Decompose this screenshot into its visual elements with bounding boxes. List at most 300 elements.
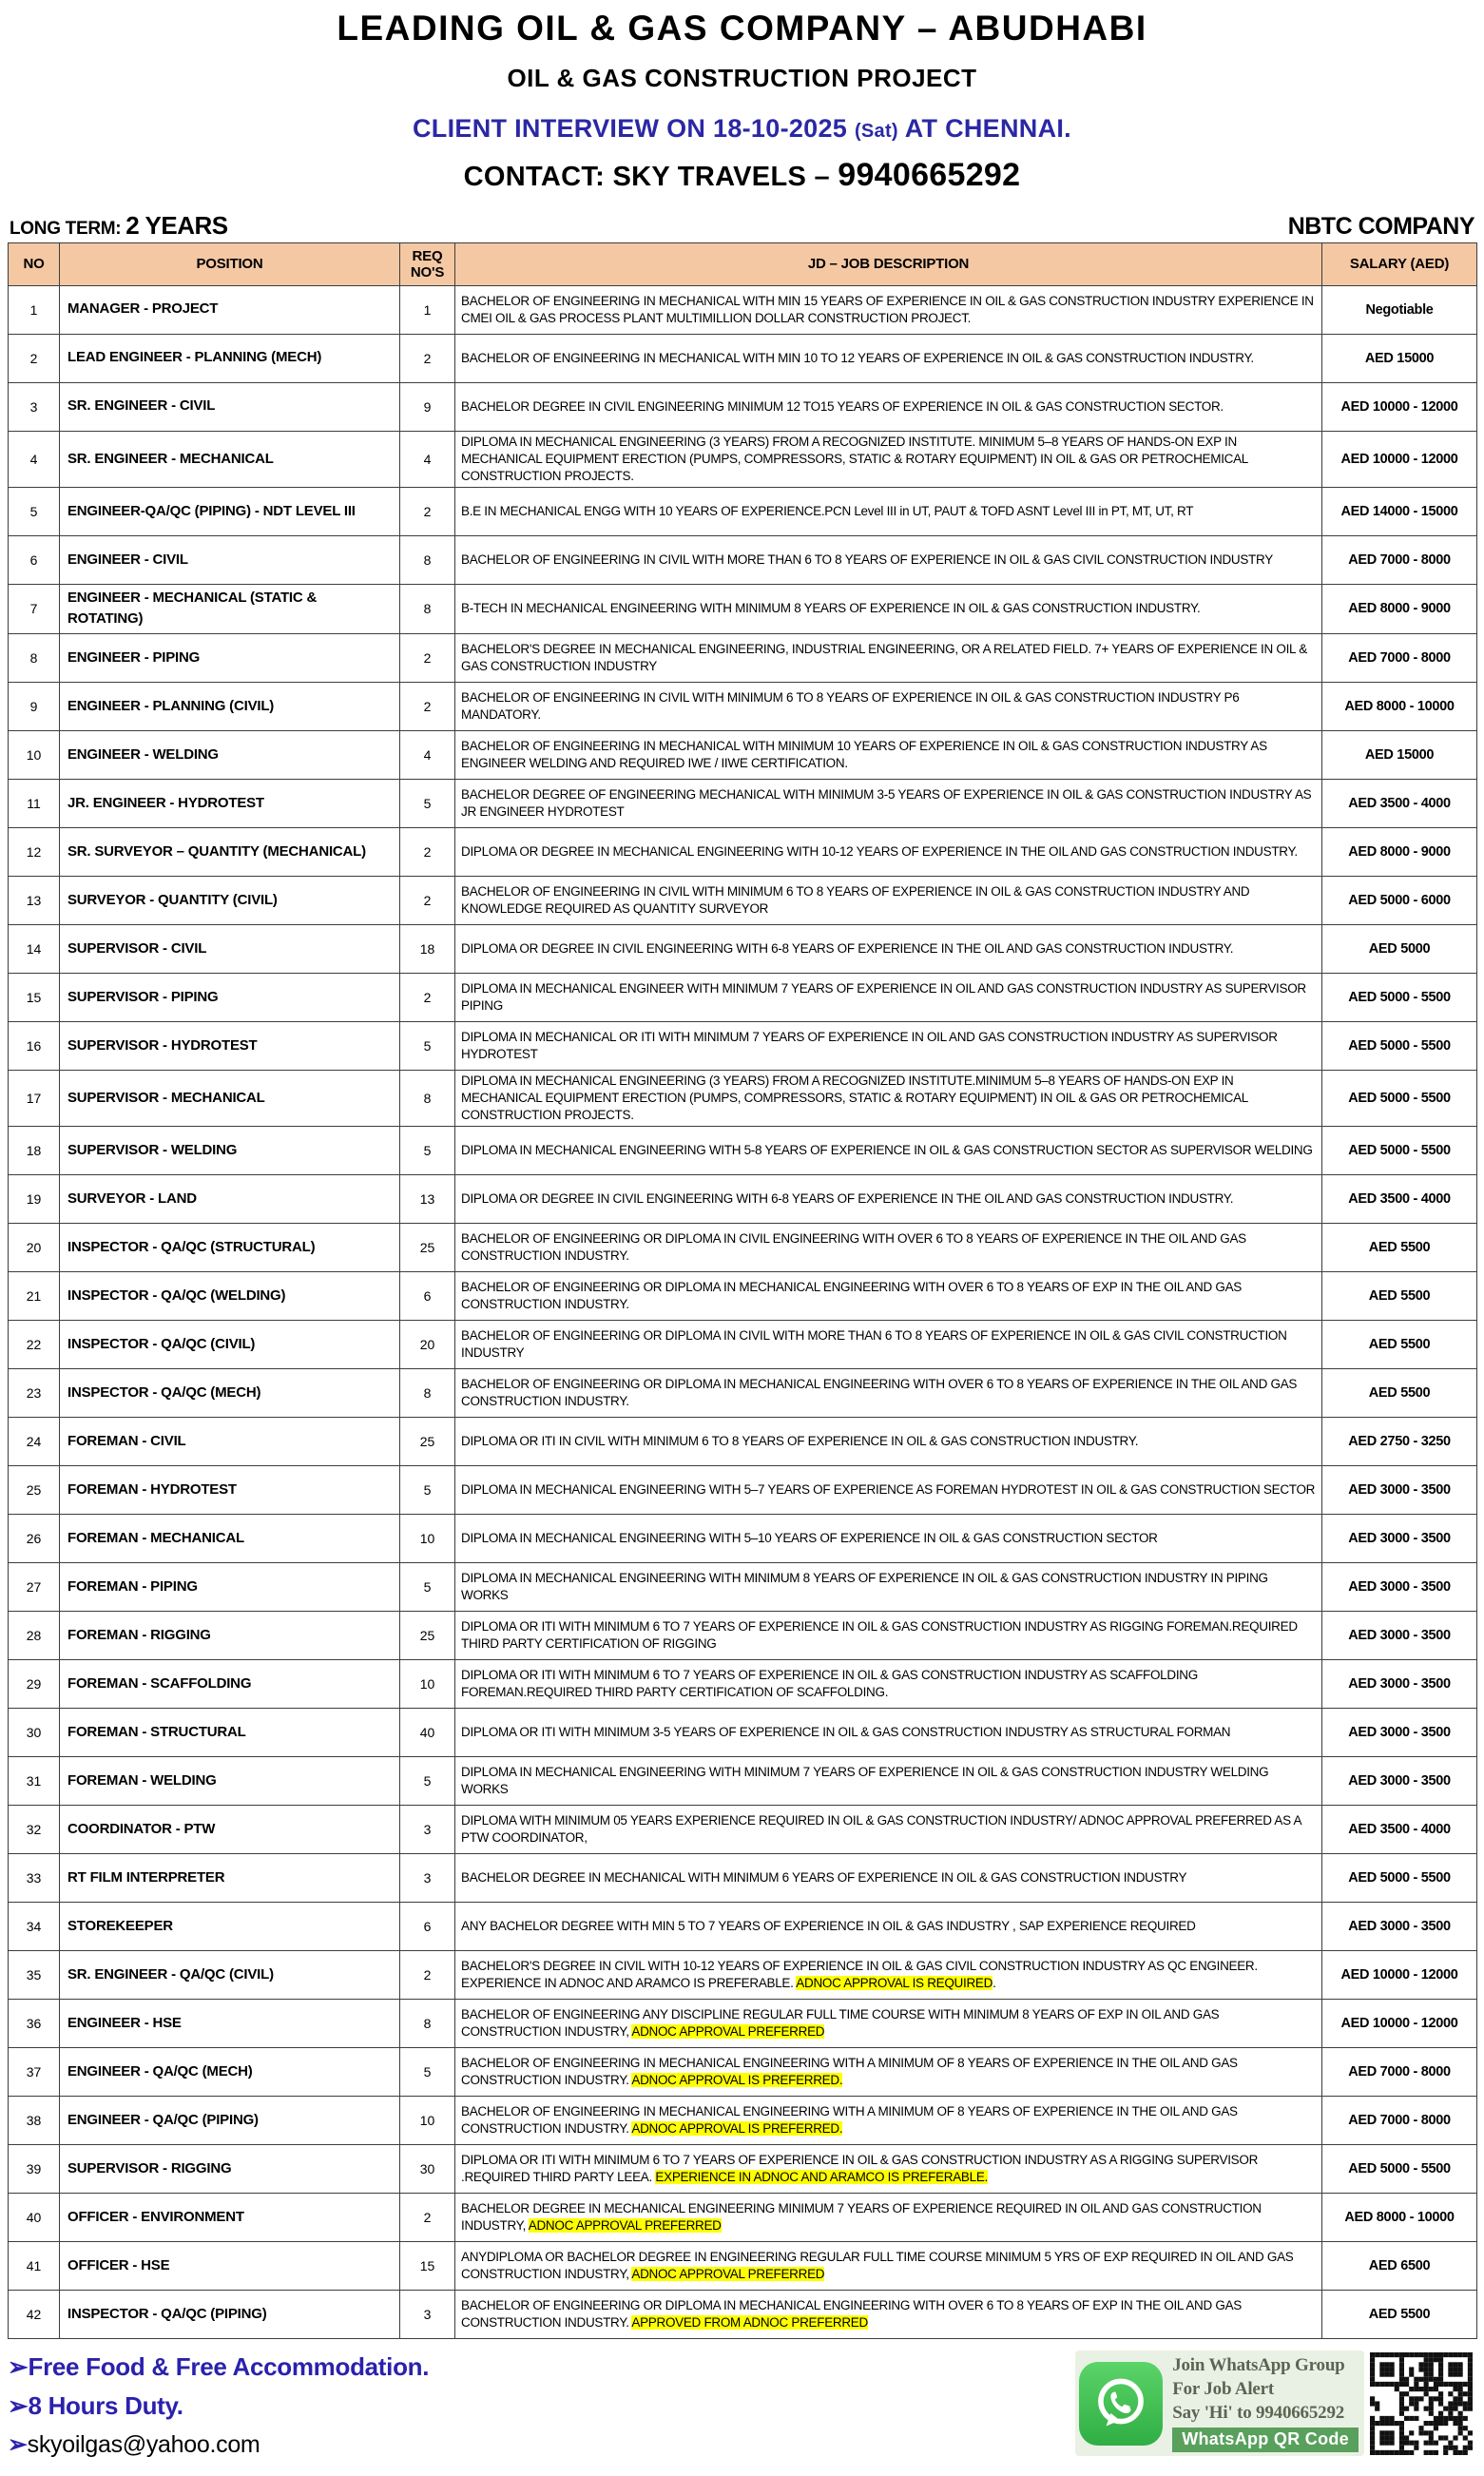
jd-text: DIPLOMA IN MECHANICAL ENGINEERING (3 YEARS) FROM A RECOGNIZED INSTITUTE.MINIMUM 5–8 YEARS OF HANDS-ON EXP IN MECHANICAL EQUIPMENT ERECTION (PUMPS, COMPRESSORS, STATIC & ROTARY EQUIPMENT) IN OIL & GAS OR PETROCHEMICAL CONSTRUCTION PROJECTS. [461,1073,1248,1123]
salary-cell: AED 8000 - 9000 [1322,827,1477,876]
row-number-cell: 24 [9,1418,60,1466]
jd-text: BACHELOR'S DEGREE IN MECHANICAL ENGINEERING, INDUSTRIAL ENGINEERING, OR A RELATED FIELD. 7+ YEARS OF EXPERIENCE IN OIL & GAS CONSTRUCTION INDUSTRY [461,641,1307,673]
job-description-cell [455,2000,1322,2048]
salary-cell: AED 5000 - 5500 [1322,973,1477,1021]
adnoc-highlight: ADNOC APPROVAL IS REQUIRED [796,1976,993,1991]
benefit-duty-text: 8 Hours Duty. [28,2391,183,2421]
table-row [9,584,1477,633]
adnoc-highlight: ADNOC APPROVAL PREFERRED [528,2218,722,2234]
jd-text: DIPLOMA OR ITI WITH MINIMUM 6 TO 7 YEARS OF EXPERIENCE IN OIL & GAS CONSTRUCTION INDUSTRY AS A RIGGING SUPERVISOR .REQUIRED THIRD PARTY LEEA. [461,2153,1259,2185]
job-description-cell [455,1709,1322,1757]
req-count-cell: 5 [400,779,455,827]
salary-cell: AED 8000 - 10000 [1322,2194,1477,2242]
req-count-cell: 25 [400,1224,455,1272]
col-header-no: NO [9,242,60,285]
salary-cell: AED 8000 - 10000 [1322,682,1477,730]
whatsapp-area [1075,2350,1473,2456]
job-description-cell [455,1951,1322,2000]
req-count-cell: 8 [400,584,455,633]
whatsapp-line2: For Job Alert [1172,2378,1275,2399]
table-row [9,334,1477,382]
whatsapp-text [1172,2354,1359,2452]
salary-cell: AED 5000 - 5500 [1322,1021,1477,1070]
jd-text: BACHELOR DEGREE IN MECHANICAL ENGINEERING MINIMUM 7 YEARS OF EXPERIENCE REQUIRED IN OIL AND GAS CONSTRUCTION INDUSTRY, [461,2201,1262,2234]
whatsapp-line1: Join WhatsApp Group [1172,2355,1345,2376]
row-number-cell: 10 [9,730,60,779]
position-cell: ENGINEER - QA/QC (PIPING) [60,2097,400,2145]
job-description-cell [455,2145,1322,2194]
whatsapp-icon [1079,2362,1163,2446]
req-count-cell: 6 [400,1272,455,1321]
position-cell: INSPECTOR - QA/QC (MECH) [60,1369,400,1418]
row-number-cell: 6 [9,535,60,584]
req-count-cell: 20 [400,1321,455,1369]
jd-text: BACHELOR OF ENGINEERING OR DIPLOMA IN CIVIL ENGINEERING WITH OVER 6 TO 8 YEARS OF EXPERIENCE IN THE OIL AND GAS CONSTRUCTION INDUSTRY. [461,1231,1246,1264]
req-count-cell: 25 [400,1612,455,1660]
company-name: NBTC COMPANY [1287,212,1474,240]
salary-cell: AED 10000 - 12000 [1322,2000,1477,2048]
arrow-bullet-icon: ➢ [8,2352,29,2382]
whatsapp-badge [1075,2350,1364,2456]
table-row [9,779,1477,827]
jd-text: B-TECH IN MECHANICAL ENGINEERING WITH MINIMUM 8 YEARS OF EXPERIENCE IN OIL & GAS CONSTRUCTION INDUSTRY. [461,601,1201,616]
jd-text: BACHELOR OF ENGINEERING OR DIPLOMA IN MECHANICAL ENGINEERING WITH OVER 6 TO 8 YEARS OF EXP IN THE OIL AND GAS CONSTRUCTION INDUSTRY. [461,1280,1242,1312]
table-row [9,1563,1477,1612]
footer [0,2339,1484,2476]
position-cell: INSPECTOR - QA/QC (STRUCTURAL) [60,1224,400,1272]
col-header-position: POSITION [60,242,400,285]
salary-cell: AED 3500 - 4000 [1322,779,1477,827]
adnoc-highlight: EXPERIENCE IN ADNOC AND ARAMCO IS PREFERABLE. [655,2170,988,2185]
jd-text: DIPLOMA OR DEGREE IN CIVIL ENGINEERING WITH 6-8 YEARS OF EXPERIENCE IN THE OIL AND GAS CONSTRUCTION INDUSTRY. [461,940,1234,956]
job-description-cell [455,682,1322,730]
req-count-cell: 5 [400,1563,455,1612]
job-description-cell [455,1369,1322,1418]
row-number-cell: 28 [9,1612,60,1660]
arrow-bullet-icon: ➢ [8,2391,29,2421]
job-description-cell [455,2291,1322,2339]
job-description-cell [455,1070,1322,1126]
row-number-cell: 9 [9,682,60,730]
salary-cell: AED 5500 [1322,2291,1477,2339]
req-count-cell: 10 [400,1515,455,1563]
position-cell: OFFICER - ENVIRONMENT [60,2194,400,2242]
salary-cell: AED 5000 - 5500 [1322,1854,1477,1903]
jd-text: BACHELOR OF ENGINEERING IN CIVIL WITH MINIMUM 6 TO 8 YEARS OF EXPERIENCE IN OIL & GAS CONSTRUCTION INDUSTRY P6 MANDATORY. [461,689,1240,722]
req-count-cell: 3 [400,2291,455,2339]
req-count-cell: 2 [400,487,455,535]
req-count-cell: 2 [400,827,455,876]
job-description-cell [455,334,1322,382]
req-count-cell: 4 [400,730,455,779]
email-text: skyoilgas@yahoo.com [27,2431,260,2459]
position-cell: RT FILM INTERPRETER [60,1854,400,1903]
req-count-cell: 25 [400,1418,455,1466]
table-row [9,730,1477,779]
req-count-cell: 30 [400,2145,455,2194]
req-count-cell: 5 [400,1466,455,1515]
salary-cell: AED 3000 - 3500 [1322,1660,1477,1709]
row-number-cell: 25 [9,1466,60,1515]
jd-text: BACHELOR OF ENGINEERING IN MECHANICAL WITH MIN 15 YEARS OF EXPERIENCE IN OIL & GAS CONSTRUCTION INDUSTRY EXPERIENCE IN CMEI OIL & GAS PROCESS PLANT MULTIMILLION DOLLAR CONSTRUCTION PROJECT. [461,293,1314,325]
jd-text: DIPLOMA IN MECHANICAL ENGINEERING WITH MINIMUM 8 YEARS OF EXPERIENCE IN OIL & GAS CONSTRUCTION INDUSTRY IN PIPING WORKS [461,1571,1268,1603]
salary-cell: AED 10000 - 12000 [1322,1951,1477,2000]
salary-cell: AED 15000 [1322,730,1477,779]
col-header-salary: SALARY (AED) [1322,242,1477,285]
col-header-jd: JD – JOB DESCRIPTION [455,242,1322,285]
req-count-cell: 5 [400,1757,455,1806]
position-cell: SR. SURVEYOR – QUANTITY (MECHANICAL) [60,827,400,876]
row-number-cell: 4 [9,431,60,487]
position-cell: ENGINEER - PIPING [60,633,400,682]
position-cell: SUPERVISOR - MECHANICAL [60,1070,400,1126]
table-row [9,2048,1477,2097]
salary-cell: AED 3000 - 3500 [1322,1515,1477,1563]
job-description-cell [455,1806,1322,1854]
table-row [9,2291,1477,2339]
row-number-cell: 17 [9,1070,60,1126]
salary-cell: AED 5000 - 5500 [1322,2145,1477,2194]
row-number-cell: 12 [9,827,60,876]
row-number-cell: 11 [9,779,60,827]
salary-cell: AED 5000 - 5500 [1322,1070,1477,1126]
jd-text: B.E IN MECHANICAL ENGG WITH 10 YEARS OF EXPERIENCE.PCN Level III in UT, PAUT & TOFD ASNT Level III in PT, MT, UT, RT [461,503,1194,518]
row-number-cell: 34 [9,1903,60,1951]
jd-text: DIPLOMA WITH MINIMUM 05 YEARS EXPERIENCE REQUIRED IN OIL & GAS CONSTRUCTION INDUSTRY/ ADNOC APPROVAL PREFERRED AS A PTW COORDINATOR, [461,1813,1301,1846]
table-row [9,1175,1477,1224]
job-description-cell [455,1854,1322,1903]
row-number-cell: 1 [9,285,60,334]
interview-day: (Sat) [854,120,898,142]
req-count-cell: 2 [400,1951,455,2000]
interview-line [0,114,1484,144]
jd-text: BACHELOR OF ENGINEERING IN CIVIL WITH MINIMUM 6 TO 8 YEARS OF EXPERIENCE IN OIL & GAS CONSTRUCTION INDUSTRY AND KNOWLEDGE REQUIRED AS QUANTITY SURVEYOR [461,883,1250,916]
jd-text: BACHELOR OF ENGINEERING OR DIPLOMA IN CIVIL WITH MORE THAN 6 TO 8 YEARS OF EXPERIENCE IN OIL & GAS CIVIL CONSTRUCTION INDUSTRY [461,1328,1287,1361]
salary-cell: AED 8000 - 9000 [1322,584,1477,633]
salary-cell: AED 14000 - 15000 [1322,487,1477,535]
row-number-cell: 16 [9,1021,60,1070]
benefit-duty [8,2391,429,2421]
row-number-cell: 21 [9,1272,60,1321]
salary-cell: AED 7000 - 8000 [1322,633,1477,682]
table-row [9,1757,1477,1806]
position-cell: FOREMAN - MECHANICAL [60,1515,400,1563]
row-number-cell: 35 [9,1951,60,2000]
row-number-cell: 39 [9,2145,60,2194]
job-description-cell [455,779,1322,827]
table-row [9,876,1477,924]
contract-term [10,211,228,241]
header-row [9,242,1477,285]
job-description-cell [455,2194,1322,2242]
req-count-cell: 2 [400,334,455,382]
job-description-cell [455,876,1322,924]
table-row [9,1660,1477,1709]
position-cell: OFFICER - HSE [60,2242,400,2291]
req-count-cell: 1 [400,285,455,334]
jd-text: DIPLOMA IN MECHANICAL ENGINEERING WITH MINIMUM 7 YEARS OF EXPERIENCE IN OIL & GAS CONSTRUCTION INDUSTRY WELDING WORKS [461,1765,1269,1797]
table-row [9,1951,1477,2000]
row-number-cell: 5 [9,487,60,535]
adnoc-highlight: ADNOC APPROVAL IS PREFERRED. [631,2073,843,2088]
row-number-cell: 40 [9,2194,60,2242]
jd-text: DIPLOMA IN MECHANICAL ENGINEERING WITH 5–10 YEARS OF EXPERIENCE IN OIL & GAS CONSTRUCTION SECTOR [461,1531,1158,1546]
job-description-cell [455,1903,1322,1951]
salary-cell: AED 5000 - 6000 [1322,876,1477,924]
position-cell: SUPERVISOR - WELDING [60,1127,400,1175]
position-cell: SURVEYOR - QUANTITY (CIVIL) [60,876,400,924]
salary-cell: AED 3500 - 4000 [1322,1175,1477,1224]
position-cell: ENGINEER - QA/QC (MECH) [60,2048,400,2097]
table-row [9,1070,1477,1126]
table-row [9,2242,1477,2291]
salary-cell: AED 5500 [1322,1272,1477,1321]
jd-text: BACHELOR OF ENGINEERING IN MECHANICAL WITH MINIMUM 10 YEARS OF EXPERIENCE IN OIL & GAS CONSTRUCTION INDUSTRY AS ENGINEER WELDING AND REQUIRED IWE / IIWE CERTIFICATION. [461,738,1267,770]
salary-cell: AED 10000 - 12000 [1322,382,1477,431]
salary-cell: AED 7000 - 8000 [1322,2048,1477,2097]
benefit-food-text: Free Food & Free Accommodation. [28,2352,430,2382]
interview-text-pre: CLIENT INTERVIEW ON 18-10-2025 [413,113,855,143]
table-row [9,1321,1477,1369]
interview-text-post: AT CHENNAI. [897,113,1071,143]
req-count-cell: 5 [400,1021,455,1070]
table-row [9,2000,1477,2048]
term-label: LONG TERM: [10,218,126,239]
position-cell: JR. ENGINEER - HYDROTEST [60,779,400,827]
salary-cell: Negotiable [1322,285,1477,334]
job-description-cell [455,1466,1322,1515]
position-cell: ENGINEER - HSE [60,2000,400,2048]
jd-text: DIPLOMA IN MECHANICAL ENGINEERING (3 YEARS) FROM A RECOGNIZED INSTITUTE. MINIMUM 5–8 YEARS OF HANDS-ON EXP IN MECHANICAL EQUIPMENT ERECTION (PUMPS, COMPRESSORS, STATIC & ROTARY EQUIPMENT) IN OIL & GAS OR PETROCHEMICAL CONSTRUCTION PROJECTS. [461,434,1248,483]
table-row [9,1515,1477,1563]
salary-cell: AED 7000 - 8000 [1322,535,1477,584]
position-cell: SUPERVISOR - HYDROTEST [60,1021,400,1070]
position-cell: FOREMAN - RIGGING [60,1612,400,1660]
meta-row [0,211,1484,241]
row-number-cell: 3 [9,382,60,431]
salary-cell: AED 3000 - 3500 [1322,1709,1477,1757]
jd-text: BACHELOR OF ENGINEERING IN MECHANICAL WITH MIN 10 TO 12 YEARS OF EXPERIENCE IN OIL & GAS CONSTRUCTION INDUSTRY. [461,350,1254,365]
jd-text: DIPLOMA IN MECHANICAL ENGINEER WITH MINIMUM 7 YEARS OF EXPERIENCE IN OIL AND GAS CONSTRUCTION INDUSTRY AS SUPERVISOR PIPING [461,980,1306,1013]
table-row [9,487,1477,535]
benefits-list [8,2350,429,2468]
jd-text: BACHELOR OF ENGINEERING OR DIPLOMA IN MECHANICAL ENGINEERING WITH OVER 6 TO 8 YEARS OF EXP IN THE OIL AND GAS CONSTRUCTION INDUSTRY. [461,2298,1242,2331]
req-count-cell: 2 [400,633,455,682]
salary-cell: AED 6500 [1322,2242,1477,2291]
salary-cell: AED 3500 - 4000 [1322,1806,1477,1854]
table-row [9,1612,1477,1660]
row-number-cell: 20 [9,1224,60,1272]
job-description-cell [455,924,1322,973]
contact-label: CONTACT: SKY TRAVELS – [463,161,838,192]
position-cell: FOREMAN - PIPING [60,1563,400,1612]
position-cell: COORDINATOR - PTW [60,1806,400,1854]
table-row [9,1806,1477,1854]
adnoc-highlight: ADNOC APPROVAL IS PREFERRED. [631,2121,843,2137]
row-number-cell: 7 [9,584,60,633]
project-subtitle: OIL & GAS CONSTRUCTION PROJECT [507,63,977,92]
row-number-cell: 33 [9,1854,60,1903]
row-number-cell: 32 [9,1806,60,1854]
page-title: LEADING OIL & GAS COMPANY – ABUDHABI [337,9,1147,48]
req-count-cell: 2 [400,973,455,1021]
req-count-cell: 10 [400,2097,455,2145]
position-cell: FOREMAN - CIVIL [60,1418,400,1466]
row-number-cell: 27 [9,1563,60,1612]
jd-text: DIPLOMA IN MECHANICAL ENGINEERING WITH 5–7 YEARS OF EXPERIENCE AS FOREMAN HYDROTEST IN OIL & GAS CONSTRUCTION SECTOR [461,1482,1316,1498]
position-cell: SUPERVISOR - CIVIL [60,924,400,973]
job-description-cell [455,1224,1322,1272]
req-count-cell: 8 [400,1369,455,1418]
req-count-cell: 2 [400,2194,455,2242]
req-count-cell: 5 [400,2048,455,2097]
position-cell: SUPERVISOR - RIGGING [60,2145,400,2194]
position-cell: SURVEYOR - LAND [60,1175,400,1224]
salary-cell: AED 2750 - 3250 [1322,1418,1477,1466]
position-cell: LEAD ENGINEER - PLANNING (MECH) [60,334,400,382]
jd-text: BACHELOR OF ENGINEERING IN MECHANICAL ENGINEERING WITH A MINIMUM OF 8 YEARS OF EXPERIENCE IN THE OIL AND GAS CONSTRUCTION INDUSTRY. [461,2104,1238,2137]
jd-text: ANY BACHELOR DEGREE WITH MIN 5 TO 7 YEARS OF EXPERIENCE IN OIL & GAS INDUSTRY , SAP EXPERIENCE REQUIRED [461,1919,1196,1934]
row-number-cell: 19 [9,1175,60,1224]
salary-cell: AED 5000 [1322,924,1477,973]
req-count-cell: 40 [400,1709,455,1757]
row-number-cell: 30 [9,1709,60,1757]
table-row [9,285,1477,334]
jd-text: BACHELOR DEGREE OF ENGINEERING MECHANICAL WITH MINIMUM 3-5 YEARS OF EXPERIENCE IN OIL & GAS CONSTRUCTION INDUSTRY AS JR ENGINEER HYDROTEST [461,786,1312,819]
req-count-cell: 18 [400,924,455,973]
req-count-cell: 8 [400,1070,455,1126]
jd-text: . [993,1976,996,1991]
jd-text: BACHELOR'S DEGREE IN CIVIL WITH 10-12 YEARS OF EXPERIENCE IN OIL & GAS CIVIL CONSTRUCTION INDUSTRY AS QC ENGINEER. EXPERIENCE IN ADNOC AND ARAMCO IS PREFERABLE. [461,1959,1258,1991]
row-number-cell: 38 [9,2097,60,2145]
position-cell: STOREKEEPER [60,1903,400,1951]
jd-text: DIPLOMA OR DEGREE IN MECHANICAL ENGINEERING WITH 10-12 YEARS OF EXPERIENCE IN THE OIL AND GAS CONSTRUCTION INDUSTRY. [461,843,1298,859]
req-count-cell: 2 [400,682,455,730]
table-row [9,535,1477,584]
req-count-cell: 3 [400,1854,455,1903]
position-cell: ENGINEER - MECHANICAL (STATIC & ROTATING) [60,584,400,633]
job-description-cell [455,1563,1322,1612]
job-description-cell [455,535,1322,584]
req-count-cell: 15 [400,2242,455,2291]
contact-line [0,157,1484,194]
req-count-cell: 13 [400,1175,455,1224]
jd-text: BACHELOR DEGREE IN MECHANICAL WITH MINIMUM 6 YEARS OF EXPERIENCE IN OIL & GAS CONSTRUCTION INDUSTRY [461,1870,1187,1886]
job-description-cell [455,1757,1322,1806]
job-description-cell [455,1272,1322,1321]
salary-cell: AED 5500 [1322,1224,1477,1272]
position-cell: MANAGER - PROJECT [60,285,400,334]
job-description-cell [455,431,1322,487]
position-cell: SR. ENGINEER - MECHANICAL [60,431,400,487]
job-description-cell [455,1021,1322,1070]
job-table-header [9,242,1477,285]
row-number-cell: 26 [9,1515,60,1563]
jd-text: DIPLOMA IN MECHANICAL OR ITI WITH MINIMUM 7 YEARS OF EXPERIENCE IN OIL AND GAS CONSTRUCTION INDUSTRY AS SUPERVISOR HYDROTEST [461,1029,1278,1061]
jd-text: DIPLOMA OR ITI WITH MINIMUM 6 TO 7 YEARS OF EXPERIENCE IN OIL & GAS CONSTRUCTION INDUSTRY AS RIGGING FOREMAN.REQUIRED THIRD PARTY CERTIFICATION OF RIGGING [461,1619,1298,1652]
adnoc-highlight: APPROVED FROM ADNOC PREFERRED [631,2315,868,2331]
jd-text: BACHELOR DEGREE IN CIVIL ENGINEERING MINIMUM 12 TO15 YEARS OF EXPERIENCE IN OIL & GAS CONSTRUCTION SECTOR. [461,398,1224,414]
position-cell: FOREMAN - HYDROTEST [60,1466,400,1515]
term-value: 2 YEARS [125,210,228,240]
job-description-cell [455,1612,1322,1660]
job-description-cell [455,827,1322,876]
adnoc-highlight: ADNOC APPROVAL PREFERRED [631,2024,825,2040]
table-row [9,924,1477,973]
job-description-cell [455,633,1322,682]
col-header-req: REQ NO'S [400,242,455,285]
adnoc-highlight: ADNOC APPROVAL PREFERRED [631,2267,825,2282]
benefit-food [8,2352,429,2382]
salary-cell: AED 7000 - 8000 [1322,2097,1477,2145]
salary-cell: AED 5500 [1322,1321,1477,1369]
req-count-cell: 4 [400,431,455,487]
position-cell: ENGINEER - CIVIL [60,535,400,584]
whatsapp-line3: Say 'Hi' to 9940665292 [1172,2402,1345,2423]
jd-text: DIPLOMA OR ITI WITH MINIMUM 3-5 YEARS OF EXPERIENCE IN OIL & GAS CONSTRUCTION INDUSTRY AS STRUCTURAL FORMAN [461,1725,1231,1740]
job-description-cell [455,730,1322,779]
position-cell: ENGINEER - WELDING [60,730,400,779]
job-description-cell [455,1418,1322,1466]
job-description-cell [455,487,1322,535]
req-count-cell: 3 [400,1806,455,1854]
table-row [9,2097,1477,2145]
job-description-cell [455,1175,1322,1224]
position-cell: SR. ENGINEER - CIVIL [60,382,400,431]
req-count-cell: 10 [400,1660,455,1709]
table-row [9,1021,1477,1070]
contact-email [8,2430,429,2459]
job-description-cell [455,2097,1322,2145]
table-row [9,431,1477,487]
jd-text: BACHELOR OF ENGINEERING OR DIPLOMA IN MECHANICAL ENGINEERING WITH OVER 6 TO 8 YEARS OF EXPERIENCE IN THE OIL AND GAS CONSTRUCTION INDUSTRY. [461,1377,1298,1409]
salary-cell: AED 3000 - 3500 [1322,1563,1477,1612]
contact-phone: 9940665292 [838,156,1021,193]
req-count-cell: 8 [400,535,455,584]
job-description-cell [455,973,1322,1021]
jd-text: BACHELOR OF ENGINEERING ANY DISCIPLINE REGULAR FULL TIME COURSE WITH MINIMUM 8 YEARS OF EXP IN OIL AND GAS CONSTRUCTION INDUSTRY, [461,2007,1220,2040]
table-row [9,1709,1477,1757]
job-description-cell [455,584,1322,633]
position-cell: FOREMAN - STRUCTURAL [60,1709,400,1757]
table-row [9,382,1477,431]
position-cell: FOREMAN - SCAFFOLDING [60,1660,400,1709]
table-row [9,2145,1477,2194]
jd-text: BACHELOR OF ENGINEERING IN CIVIL WITH MORE THAN 6 TO 8 YEARS OF EXPERIENCE IN OIL & GAS CIVIL CONSTRUCTION INDUSTRY [461,551,1273,567]
table-row [9,1854,1477,1903]
row-number-cell: 42 [9,2291,60,2339]
job-description-cell [455,2242,1322,2291]
job-description-cell [455,382,1322,431]
table-row [9,1127,1477,1175]
jd-text: ANYDIPLOMA OR BACHELOR DEGREE IN ENGINEERING REGULAR FULL TIME COURSE MINIMUM 5 YRS OF EXP REQUIRED IN OIL AND GAS CONSTRUCTION INDUSTRY, [461,2250,1294,2282]
jd-text: DIPLOMA IN MECHANICAL ENGINEERING WITH 5-8 YEARS OF EXPERIENCE IN OIL & GAS CONSTRUCTION SECTOR AS SUPERVISOR WELDING [461,1143,1313,1158]
salary-cell: AED 10000 - 12000 [1322,431,1477,487]
table-row [9,633,1477,682]
salary-cell: AED 3000 - 3500 [1322,1612,1477,1660]
salary-cell: AED 15000 [1322,334,1477,382]
req-count-cell: 6 [400,1903,455,1951]
whatsapp-qr-label: WhatsApp QR Code [1172,2428,1359,2451]
row-number-cell: 15 [9,973,60,1021]
header [0,0,1484,194]
arrow-bullet-icon: ➢ [8,2431,28,2459]
job-description-cell [455,1515,1322,1563]
job-table-body [9,285,1477,2338]
table-row [9,1903,1477,1951]
qr-code [1370,2352,1473,2455]
table-row [9,1418,1477,1466]
